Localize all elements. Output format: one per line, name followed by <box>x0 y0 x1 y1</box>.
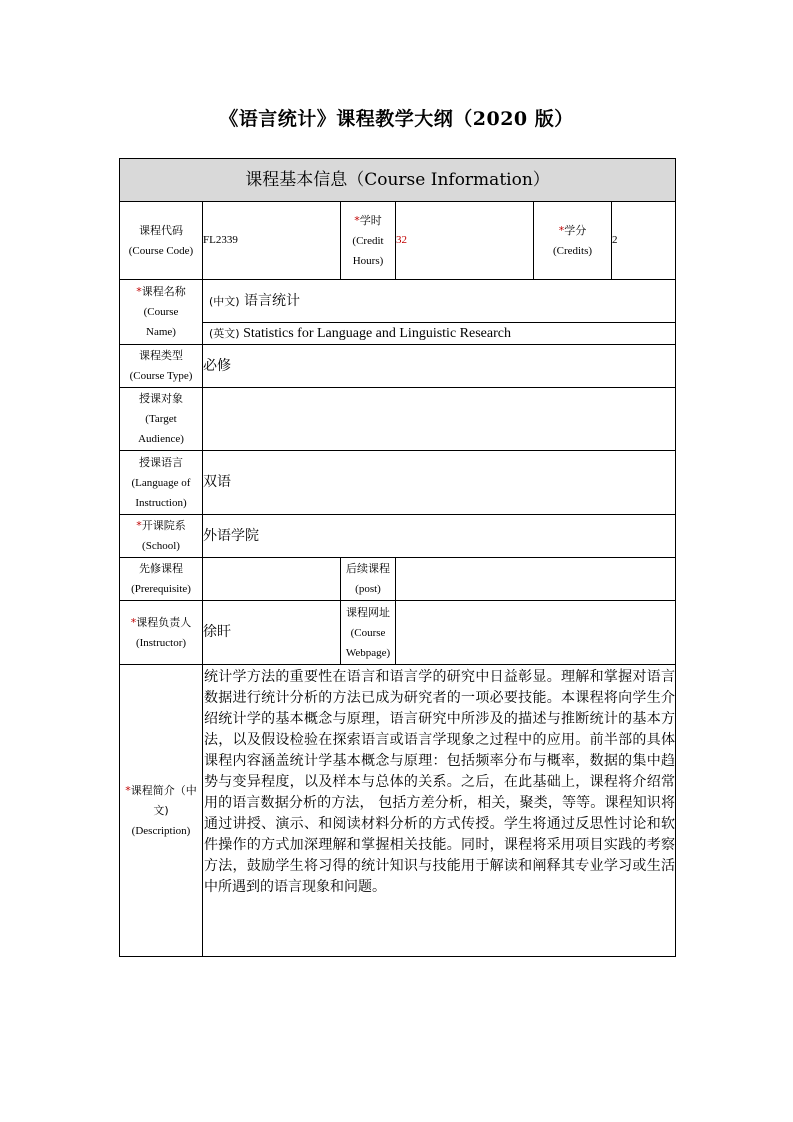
course-info-table <box>119 158 676 957</box>
school-label: *开课院系 (School) <box>120 515 203 558</box>
description-label: *课程简介（中 文) (Description) <box>120 665 203 957</box>
course-type-label: 课程类型 (Course Type) <box>120 345 203 388</box>
language-value: 双语 <box>203 451 676 515</box>
webpage-label: 课程网址 (Course Webpage) <box>341 601 396 665</box>
description-text: 统计学方法的重要性在语言和语言学的研究中日益彰显。理解和掌握对语言数据进行统计分析的方法已成为研究者的一项必要技能。本课程将向学生介绍统计学的基本概念与原理，语言研究中所涉及的描述与推断统计的基本方法，以及假设检验在探索语言或语言学现象之过程中的应用。前半部的具体课程内容涵盖统计学基本概念与原理：包括频率分布与概率，数据的集中趋势与变异程度，以及样本与总体的关系。之后，在此基础上，课程将介绍常用的语言数据分析的方法， 包括方差分析，相关，聚类，等等。课程知识将通过讲授、演示、和阅读材料分析的方式传授。学生将通过反思性讨论和软件操作的方式加深理解和掌握相关技能。同时，课程将采用项目实践的考察方法，鼓励学生将习得的统计知识与技能用于解读和阐释其专业学习或生活中所遇到的语言现象和问题。 <box>203 665 676 957</box>
language-label: 授课语言 (Language of Instruction) <box>120 451 203 515</box>
post-label: 后续课程 (post) <box>341 558 396 601</box>
name-en-tag: (英文) <box>209 327 240 340</box>
credits-value: 2 <box>612 202 676 280</box>
instructor-value: 徐盰 <box>203 601 341 665</box>
section-header: 课程基本信息（Course Information） <box>120 159 676 202</box>
school-value: 外语学院 <box>203 515 676 558</box>
webpage-value <box>396 601 676 665</box>
course-type-value: 必修 <box>203 345 676 388</box>
credits-label: *学分 (Credits) <box>534 202 612 280</box>
hours-value: 32 <box>396 202 534 280</box>
course-name-en-value: Statistics for Language and Linguistic Research <box>243 326 511 341</box>
course-code-label: 课程代码 (Course Code) <box>120 202 203 280</box>
course-name-label: *课程名称 (Course Name) <box>120 280 203 345</box>
post-value <box>396 558 676 601</box>
course-code-value: FL2339 <box>203 202 341 280</box>
prerequisite-label: 先修课程 (Prerequisite) <box>120 558 203 601</box>
course-name-cn-cell <box>203 280 676 323</box>
audience-value <box>203 388 676 451</box>
name-cn-tag: (中文) <box>209 294 240 308</box>
hours-label: *学时 (Credit Hours) <box>341 202 396 280</box>
course-name-en-cell <box>203 323 676 345</box>
document-title: 《语言统计》课程教学大纲（2020 版） <box>219 108 574 130</box>
prerequisite-value <box>203 558 341 601</box>
instructor-label: *课程负责人 (Instructor) <box>120 601 203 665</box>
audience-label: 授课对象 (Target Audience) <box>120 388 203 451</box>
course-name-cn-value: 语言统计 <box>244 292 301 309</box>
